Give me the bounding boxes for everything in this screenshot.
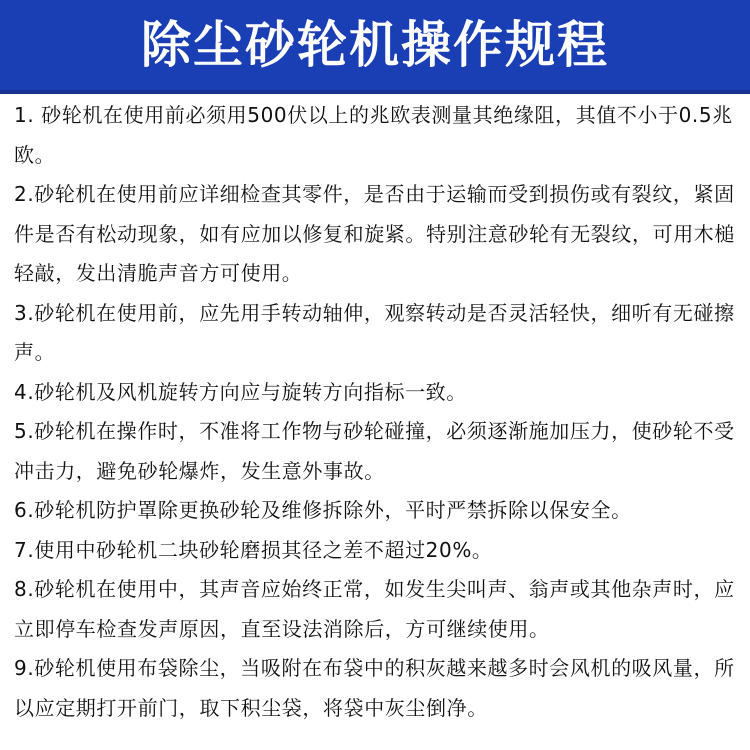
rule-item-6: 6.砂轮机防护罩除更换砂轮及维修拆除外，平时严禁拆除以保安全。 bbox=[14, 498, 632, 522]
page-title: 除尘砂轮机操作规程 bbox=[141, 16, 609, 74]
rule-item-5: 5.砂轮机在操作时，不准将工作物与砂轮碰撞，必须逐渐施加压力，使砂轮不受冲击力，避免砂轮爆炸，发生意外事故。 bbox=[14, 419, 735, 483]
rule-item-9: 9.砂轮机使用布袋除尘，当吸附在布袋中的积灰越来越多时会风机的吸风量，所以应定期打开前门，取下积尘袋，将袋中灰尘倒净。 bbox=[14, 656, 735, 720]
rule-item-2: 2.砂轮机在使用前应详细检查其零件，是否由于运输而受到损伤或有裂纹，紧固件是否有松动现象，如有应加以修复和旋紧。特别注意砂轮有无裂纹，可用木槌轻敲，发出清脆声音方可使用。 bbox=[14, 182, 735, 285]
rule-item-8: 8.砂轮机在使用中，其声音应始终正常，如发生尖叫声、翁声或其他杂声时，应立即停车检查发声原因，直至设法消除后，方可继续使用。 bbox=[14, 577, 735, 641]
rule-item-7: 7.使用中砂轮机二块砂轮磨损其径之差不超过20%。 bbox=[14, 537, 493, 562]
rule-item-4: 4.砂轮机及风机旋转方向应与旋转方向指标一致。 bbox=[14, 379, 467, 404]
rule-item-1: 1. 砂轮机在使用前必须用500伏以上的兆欧表测量其绝缘阻，其值不小于0.5兆欧。 bbox=[14, 103, 733, 167]
rules-list bbox=[14, 96, 740, 728]
rule-item-3: 3.砂轮机在使用前，应先用手转动轴伸，观察转动是否灵活轻快，细听有无碰擦声。 bbox=[14, 300, 735, 364]
title-banner bbox=[0, 0, 750, 94]
